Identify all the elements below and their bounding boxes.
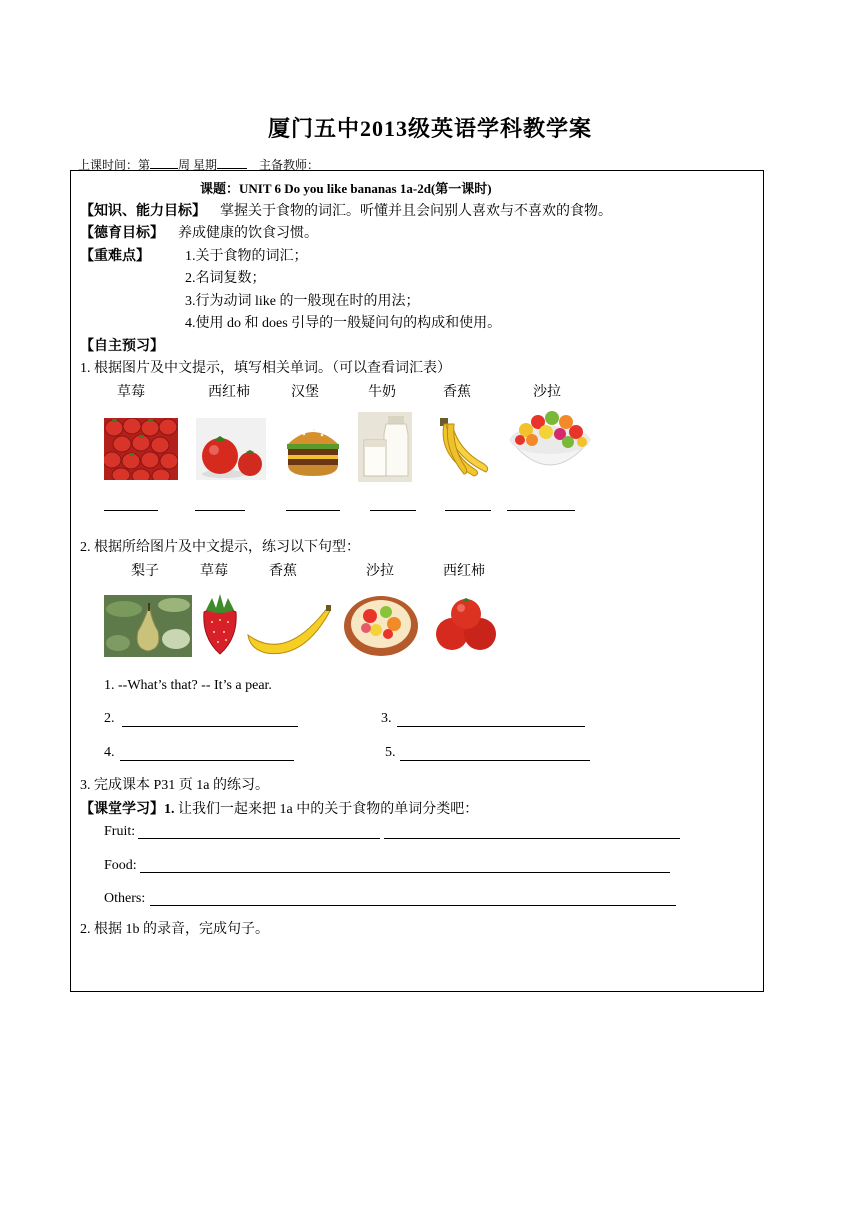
period-blank	[150, 157, 178, 169]
weekday-blank	[217, 157, 247, 169]
milk-image	[358, 412, 412, 482]
food-label: Food:	[104, 858, 137, 873]
fruit-label: Fruit:	[104, 824, 136, 839]
classroom-q2: 2. 根据 1b 的录音，完成句子。	[80, 922, 269, 937]
word-label: 香蕉	[443, 385, 471, 400]
banana-image	[246, 605, 332, 657]
word-label: 沙拉	[533, 385, 561, 400]
answer-line[interactable]	[400, 760, 590, 761]
tomatoes-image	[196, 418, 266, 480]
fruit-answer-line[interactable]	[384, 838, 680, 839]
document-title: 厦门五中2013级英语学科教学案	[267, 116, 592, 141]
strawberry-image	[196, 588, 242, 658]
salad-plate-image	[342, 592, 420, 658]
moral-goal: 【德育目标】 养成健康的饮食习惯。	[80, 226, 318, 241]
salad-image	[506, 406, 594, 482]
key-points-label: 【重难点】	[80, 249, 150, 264]
key-point: 4.使用 do 和 does 引导的一般疑问句的构成和使用。	[185, 316, 502, 331]
preview-q1: 1. 根据图片及中文提示，填写相关单词。（可以查看词汇表）	[80, 361, 451, 376]
word-label: 西红柿	[443, 564, 485, 579]
answer-line[interactable]	[286, 510, 340, 511]
word-label: 梨子	[131, 564, 159, 579]
item-number: 4.	[104, 745, 115, 760]
knowledge-goal: 【知识、能力目标】 掌握关于食物的词汇。听懂并且会问别人喜欢与不喜欢的食物。	[80, 204, 612, 219]
others-answer-line[interactable]	[150, 905, 676, 906]
others-label: Others:	[104, 891, 146, 906]
word-label: 草莓	[117, 385, 145, 400]
answer-line[interactable]	[120, 760, 294, 761]
answer-line[interactable]	[104, 510, 158, 511]
bananas-image	[434, 416, 492, 480]
answer-line[interactable]	[507, 510, 575, 511]
answer-line[interactable]	[370, 510, 416, 511]
key-point: 1.关于食物的词汇；	[185, 249, 308, 264]
word-label: 香蕉	[269, 564, 297, 579]
food-answer-line[interactable]	[140, 872, 670, 873]
preview-label: 【自主预习】	[80, 339, 164, 354]
item-number: 2.	[104, 711, 115, 726]
class-meta: 上课时间：第 周 星期 主备教师：	[78, 158, 320, 172]
classroom-heading: 【课堂学习】1. 让我们一起来把 1a 中的关于食物的单词分类吧：	[80, 802, 479, 817]
tomatoes-pile-image	[426, 590, 508, 658]
preview-q3: 3. 完成课本 P31 页 1a 的练习。	[80, 778, 269, 793]
word-label: 汉堡	[291, 385, 319, 400]
item-number: 5.	[385, 745, 396, 760]
answer-line[interactable]	[122, 726, 298, 727]
pear-image	[104, 595, 192, 657]
word-label: 草莓	[200, 564, 228, 579]
word-label: 沙拉	[366, 564, 394, 579]
topic-line: 课题：UNIT 6 Do you like bananas 1a-2d(第一课时)	[200, 181, 492, 196]
key-point: 3.行为动词 like 的一般现在时的用法；	[185, 294, 420, 309]
word-label: 牛奶	[368, 385, 396, 400]
hamburger-image	[282, 418, 344, 480]
example-sentence: 1. --What’s that? -- It’s a pear.	[104, 678, 272, 693]
answer-line[interactable]	[397, 726, 585, 727]
preview-q2: 2. 根据所给图片及中文提示，练习以下句型：	[80, 540, 360, 555]
word-label: 西红柿	[208, 385, 250, 400]
fruit-answer-line[interactable]	[138, 838, 380, 839]
answer-line[interactable]	[195, 510, 245, 511]
strawberries-image	[104, 418, 178, 480]
key-point: 2.名词复数；	[185, 271, 266, 286]
item-number: 3.	[381, 711, 392, 726]
answer-line[interactable]	[445, 510, 491, 511]
